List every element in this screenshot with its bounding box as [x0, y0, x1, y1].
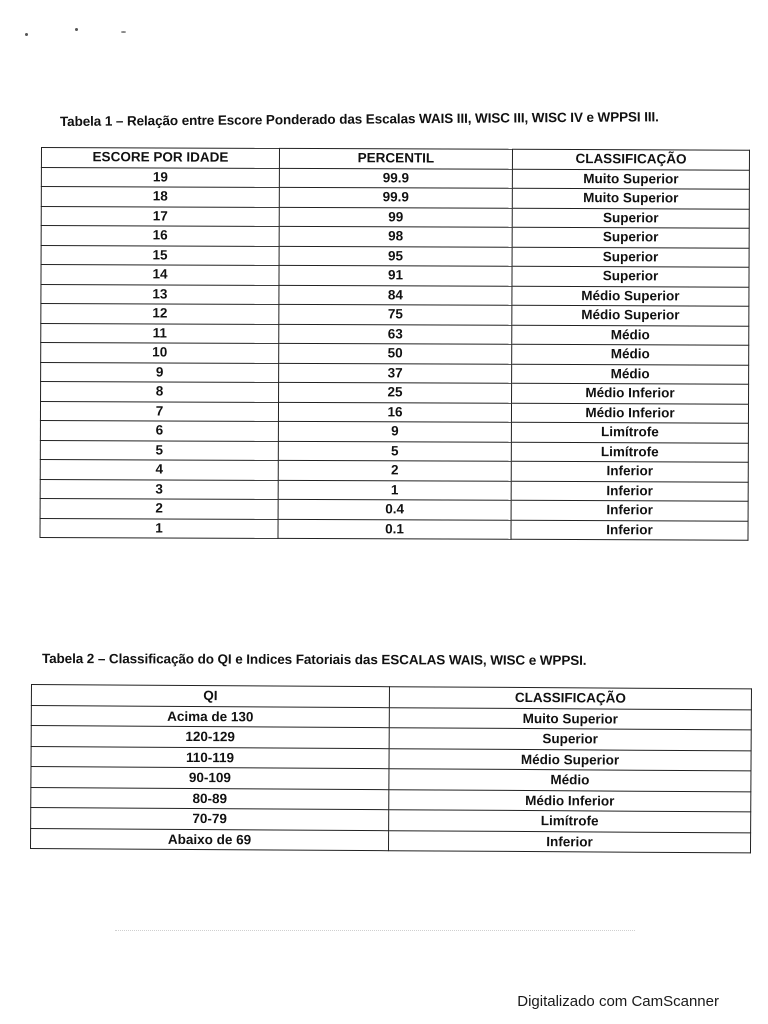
table1-cell-escore: 2	[40, 498, 278, 518]
table1-cell-escore: 4	[40, 459, 278, 479]
table1-cell-escore: 13	[41, 284, 279, 304]
table1-cell-percentil: 0.4	[278, 499, 511, 519]
table1-cell-escore: 18	[41, 187, 279, 207]
table1-row	[40, 459, 748, 481]
table1-cell-classificacao: Limítrofe	[511, 442, 748, 462]
table1-cell-classificacao: Muito Superior	[512, 188, 749, 208]
table1-row	[40, 498, 748, 520]
table1-cell-classificacao: Médio Superior	[512, 305, 749, 325]
table1-cell-classificacao: Médio Inferior	[512, 383, 749, 403]
table1-row	[41, 323, 749, 345]
table1-row	[40, 479, 748, 501]
table1-cell-classificacao: Médio	[512, 325, 749, 345]
table1-row	[40, 401, 748, 423]
table1-cell-classificacao: Médio	[512, 344, 749, 364]
table2-cell-classificacao: Médio	[389, 769, 751, 792]
table1-cell-classificacao: Inferior	[511, 481, 748, 501]
table2-cell-qi: 110-119	[31, 746, 389, 769]
table1-cell-percentil: 2	[278, 460, 511, 480]
table1-cell-percentil: 63	[279, 324, 512, 344]
table1-cell-percentil: 25	[279, 382, 512, 402]
table1-cell-percentil: 1	[278, 480, 511, 500]
table1-cell-escore: 3	[40, 479, 278, 499]
table2-cell-classificacao: Superior	[389, 728, 751, 751]
table2-header-qi: QI	[31, 685, 389, 708]
table1-row	[41, 304, 749, 326]
table2-cell-classificacao: Médio Superior	[389, 748, 751, 771]
table2-caption: Tabela 2 – Classificação do QI e Indices Fatoriais das ESCALAS WAIS, WISC e WPPSI.	[41, 651, 587, 668]
scan-speck	[121, 31, 126, 33]
table1-row	[41, 245, 749, 267]
table1-score-percentile	[39, 147, 749, 541]
table1-cell-escore: 16	[41, 226, 279, 246]
table1-cell-classificacao: Superior	[512, 247, 749, 267]
table1-cell-percentil: 75	[279, 304, 512, 324]
table1-row	[40, 420, 748, 442]
table1-cell-classificacao: Superior	[512, 208, 749, 228]
table1-cell-classificacao: Médio Inferior	[511, 403, 748, 423]
table1-header-percentil: PERCENTIL	[279, 148, 512, 168]
table1-cell-percentil: 84	[279, 285, 512, 305]
table1-row	[41, 265, 749, 287]
table1-cell-classificacao: Inferior	[511, 461, 748, 481]
table2-cell-classificacao: Médio Inferior	[389, 789, 751, 812]
table1-cell-escore: 5	[40, 440, 278, 460]
table1-row	[41, 343, 749, 365]
table1-cell-percentil: 99.9	[279, 168, 512, 188]
table1-cell-escore: 8	[41, 382, 279, 402]
table1-cell-classificacao: Limítrofe	[511, 422, 748, 442]
table1-cell-escore: 12	[41, 304, 279, 324]
scan-faint-line	[115, 930, 635, 932]
table1-row	[41, 284, 749, 306]
table1-cell-classificacao: Muito Superior	[512, 169, 749, 189]
table2-qi-classification	[30, 684, 752, 853]
table1-row	[41, 206, 749, 228]
table1-cell-percentil: 98	[279, 226, 512, 246]
table1-row	[41, 167, 749, 189]
table1-cell-classificacao: Superior	[512, 266, 749, 286]
table2-cell-classificacao: Limítrofe	[389, 810, 751, 833]
table1-header-escore: ESCORE POR IDADE	[41, 148, 279, 168]
table1-cell-escore: 11	[41, 323, 279, 343]
table1-cell-classificacao: Inferior	[511, 500, 748, 520]
table1-cell-escore: 15	[41, 245, 279, 265]
table1-cell-escore: 10	[41, 343, 279, 363]
table1-cell-classificacao: Superior	[512, 227, 749, 247]
table2-cell-qi: 80-89	[31, 787, 389, 810]
table1-cell-percentil: 16	[278, 402, 511, 422]
table1-cell-classificacao: Médio Superior	[512, 286, 749, 306]
table1-cell-percentil: 95	[279, 246, 512, 266]
table1-cell-percentil: 99	[279, 207, 512, 227]
table2-cell-classificacao: Muito Superior	[389, 707, 751, 730]
table1-row	[41, 187, 749, 209]
scan-speck	[75, 28, 78, 31]
table1-cell-escore: 19	[41, 167, 279, 187]
table1-row	[40, 440, 748, 462]
table1-cell-escore: 1	[40, 518, 278, 538]
table2-row	[30, 828, 750, 853]
table1-cell-percentil: 99.9	[279, 187, 512, 207]
table1-cell-classificacao: Médio	[512, 364, 749, 384]
camscanner-watermark: Digitalizado com CamScanner	[517, 993, 719, 1010]
table2-cell-qi: 70-79	[31, 808, 389, 831]
table1-cell-escore: 6	[40, 420, 278, 440]
table2-header-classificacao: CLASSIFICAÇÃO	[389, 687, 751, 710]
table1-caption: Tabela 1 – Relação entre Escore Ponderado das Escalas WAIS III, WISC III, WISC IV e WPPSI III.	[59, 109, 659, 129]
table1-cell-escore: 7	[40, 401, 278, 421]
scan-speck	[25, 33, 28, 36]
table1-cell-escore: 14	[41, 265, 279, 285]
table2-cell-qi: Acima de 130	[31, 705, 389, 728]
table2-cell-qi: 90-109	[31, 767, 389, 790]
table1-cell-percentil: 5	[278, 441, 511, 461]
table1-cell-classificacao: Inferior	[511, 520, 748, 540]
table1-cell-percentil: 50	[279, 343, 512, 363]
table1-row	[41, 226, 749, 248]
table2-cell-qi: 120-129	[31, 726, 389, 749]
table1-header-classificacao: CLASSIFICAÇÃO	[512, 149, 749, 169]
table1-cell-escore: 9	[41, 362, 279, 382]
table1-cell-escore: 17	[41, 206, 279, 226]
table1-row	[41, 382, 749, 404]
table1-header-row	[41, 148, 749, 170]
table1-cell-percentil: 91	[279, 265, 512, 285]
table1-row	[40, 518, 748, 540]
table1-cell-percentil: 9	[278, 421, 511, 441]
table1-cell-percentil: 37	[279, 363, 512, 383]
table2-cell-qi: Abaixo de 69	[30, 828, 388, 851]
table1-cell-percentil: 0.1	[278, 519, 511, 539]
table1-row	[41, 362, 749, 384]
table2-cell-classificacao: Inferior	[388, 830, 750, 853]
